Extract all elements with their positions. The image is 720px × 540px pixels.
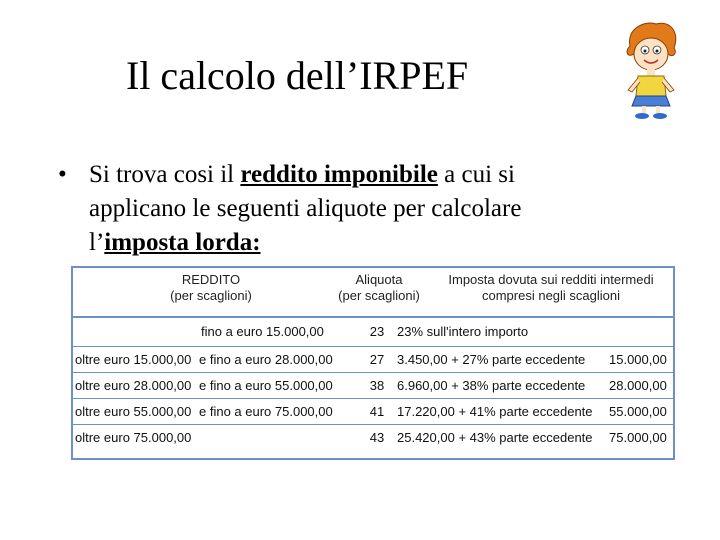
row-divider (71, 424, 675, 425)
cell-da: oltre euro 28.000,00 (75, 378, 192, 393)
table-row (71, 320, 675, 342)
cell-da: oltre euro 75.000,00 (75, 430, 192, 445)
header-imposta: Imposta dovuta sui redditi intermedi compresi negli scaglioni (448, 272, 654, 303)
bullet-text: Si trova cosi il reddito imponibile a cui si applicano le seguenti aliquote per calcolare l’imposta lorda: (89, 161, 522, 256)
table-row (71, 374, 675, 396)
cell-imposta: 25.420,00 + 43% parte eccedente (397, 430, 593, 445)
bullet-paragraph (58, 158, 618, 260)
row-divider (71, 372, 675, 373)
cell-imposta: 3.450,00 + 27% parte eccedente (397, 352, 586, 367)
row-divider (71, 398, 675, 399)
cell-aliquota: 43 (369, 430, 385, 445)
cell-imposta: 6.960,00 + 38% parte eccedente (397, 378, 586, 393)
term-imposta-lorda: imposta lorda: (104, 229, 261, 256)
aliquote-table (71, 266, 675, 458)
term-reddito-imponibile: reddito imponibile (240, 161, 438, 188)
bullet-marker: • (58, 161, 67, 188)
cell-imposta: 23% sull'intero importo (397, 324, 529, 339)
cell-fino: e fino a euro 55.000,00 (199, 378, 333, 393)
cell-aliquota: 23 (369, 324, 385, 339)
table-row (71, 400, 675, 422)
cell-soglia: 28.000,00 (609, 378, 667, 393)
cell-aliquota: 41 (369, 404, 385, 419)
cell-fino: e fino a euro 28.000,00 (199, 352, 333, 367)
header-aliquota: Aliquota (per scaglioni) (338, 272, 420, 303)
cartoon-character-icon (616, 18, 686, 120)
header-separator (71, 316, 675, 318)
cell-da: oltre euro 55.000,00 (75, 404, 192, 419)
slide-title: Il calcolo dell’IRPEF (126, 53, 469, 98)
cell-aliquota: 27 (369, 352, 385, 367)
cell-soglia: 55.000,00 (609, 404, 667, 419)
cell-aliquota: 38 (369, 378, 385, 393)
cell-soglia: 75.000,00 (609, 430, 667, 445)
cell-fino: e fino a euro 75.000,00 (199, 404, 333, 419)
row-divider (71, 346, 675, 347)
header-reddito: REDDITO (per scaglioni) (170, 272, 252, 303)
cell-da: oltre euro 15.000,00 (75, 352, 192, 367)
cell-soglia: 15.000,00 (609, 352, 667, 367)
table-row (71, 348, 675, 370)
table-row (71, 426, 675, 448)
cell-imposta: 17.220,00 + 41% parte eccedente (397, 404, 593, 419)
cell-fino: fino a euro 15.000,00 (201, 324, 324, 339)
